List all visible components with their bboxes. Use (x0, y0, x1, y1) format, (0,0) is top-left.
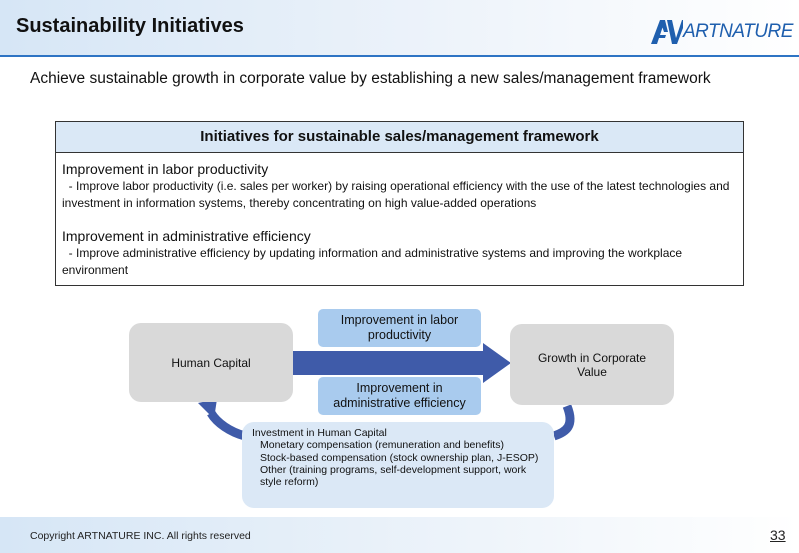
investment-box (242, 422, 554, 508)
page-title: Sustainability Initiatives (16, 15, 244, 37)
investment-title: Investment in Human Capital (252, 427, 387, 439)
investment-line-monetary: Monetary compensation (remuneration and benefits) (260, 439, 504, 452)
admin-efficiency-pill: Improvement in administrative efficiency (318, 377, 481, 415)
copyright-text: Copyright ARTNATURE INC. All rights reserved (30, 530, 251, 542)
initiative-title-admin: Improvement in administrative efficiency (62, 228, 311, 244)
corporate-value-box: Growth in Corporate Value (510, 324, 674, 405)
labor-productivity-pill: Improvement in labor productivity (318, 309, 481, 347)
initiative-desc-admin: - Improve administrative efficiency by updating information and administrative systems and improving the workplace environment (62, 246, 683, 277)
investment-line-other: Other (training programs, self-development support, work style reform) (260, 463, 527, 489)
initiatives-table-heading: Initiatives for sustainable sales/management framework (56, 122, 743, 153)
page-subtitle: Achieve sustainable growth in corporate value by establishing a new sales/management framework (30, 70, 711, 87)
initiative-desc-labor: - Improve labor productivity (i.e. sales per worker) by raising operational efficiency with the use of the latest technologies and investment in information systems, thereby concentrating on high value-added operations (62, 179, 730, 210)
human-capital-box: Human Capital (129, 323, 293, 402)
logo-wordmark: ARTNATURE (683, 21, 793, 42)
initiative-title-labor: Improvement in labor productivity (62, 161, 269, 177)
page-number: 33 (770, 527, 786, 543)
investment-line-stock: Stock-based compensation (stock ownership plan, J-ESOP) (260, 451, 539, 464)
